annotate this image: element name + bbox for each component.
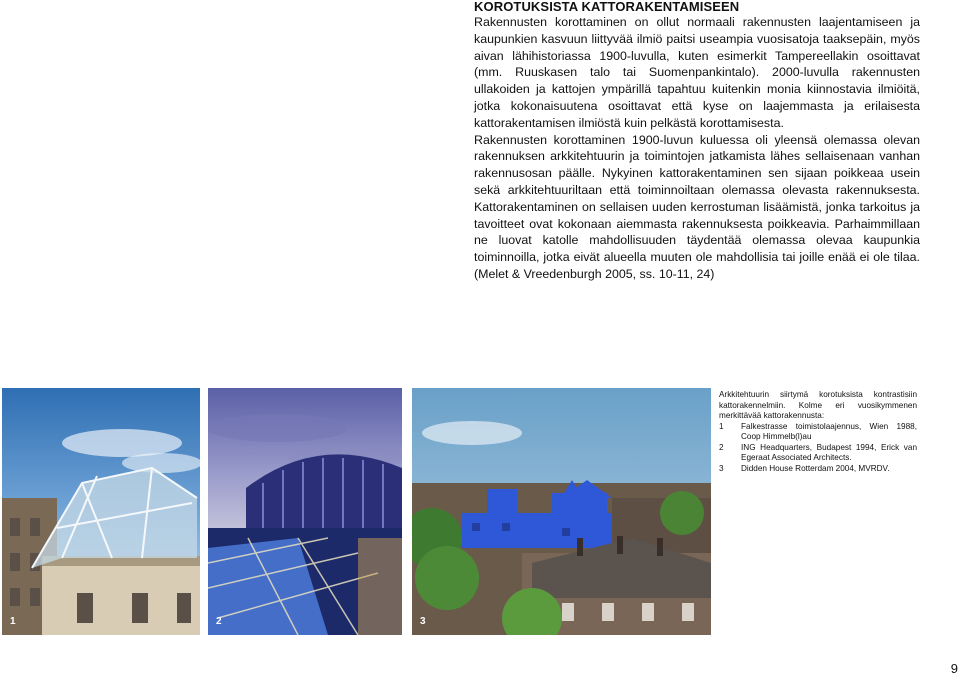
photo-falkestrasse-image (2, 388, 200, 635)
caption-item-text: Falkestrasse toimistolaajennus, Wien 1988, Coop Himmelb(l)au (741, 421, 917, 441)
photo-ing-headquarters (208, 388, 402, 635)
caption-item-number: 2 (719, 442, 724, 452)
caption-item-number: 3 (719, 463, 724, 473)
photo-didden-image (412, 388, 711, 635)
caption-intro: Arkkitehtuurin siirtymä korotuksista kontrastisiin kattorakennelmiin. Kolme eri vuosikymmenen merkittävää kattorakennusta: (719, 390, 917, 420)
caption-item (719, 422, 917, 443)
photo-ing-image (208, 388, 402, 635)
photo-didden-house (412, 388, 711, 635)
caption-item-number: 1 (719, 421, 724, 431)
photo-number-3: 3 (420, 616, 426, 627)
photo-number-2: 2 (216, 616, 222, 627)
photo-number-1: 1 (10, 616, 16, 627)
caption-item-text: Didden House Rotterdam 2004, MVRDV. (741, 463, 890, 473)
caption-item (719, 443, 917, 464)
caption-item-text: ING Headquarters, Budapest 1994, Erick van Egeraat Associated Architects. (741, 442, 917, 462)
photo-falkestrasse (2, 388, 200, 635)
page-number: 9 (950, 661, 958, 676)
photo-caption (719, 390, 917, 474)
caption-item (719, 464, 917, 475)
paragraph-1: Rakennusten korottaminen on ollut normaali rakennusten laajentamiseen ja kaupunkien kasvuun liittyvää ilmiö paitsi useampia vuosisatoja taaksepäin, myös aivan lähihistoriassa 1900-luvulla, kuten esimerkit Tampereellakin osoittavat (mm. Ruuskasen talo tai Suomenpankintalo). 2000-luvulla rakennusten ullakoiden ja kattojen ympärillä tapahtuu kuitenkin monia kiinnostavia ilmiöitä, jotka kokonaisuutena osoittavat että kyse on laajemmasta ja erilaisesta kattorakentamisen ilmiöstä kuin pelkästä korottamisesta. (474, 15, 920, 130)
section-heading: KOROTUKSISTA KATTORAKENTAMISEEN (474, 0, 740, 14)
paragraph-2: Rakennusten korottaminen 1900-luvun kuluessa oli yleensä olemassa olevan rakennuksen arkkitehtuurin ja toimintojen jatkamista lähes sellaisenaan vanhan rakennusosan päälle. Nykyinen kattorakentaminen sen sijaan poikkeaa usein sekä arkkitehtuuriltaan että toiminnoiltaan olemassa olevasta rakennuksesta. Kattorakentaminen on sellaisen uuden kerrostuman lisäämistä, jonka tarkoitus ja tavoitteet ovat kokonaan aiemmasta rakennuksesta poikkeavia. Parhaimmillaan ne luovat katolle mahdollisuuden täydentää olemassa olevaa kaupunkia toiminnoilla, jotka eivät alueella muuten ole mahdollisia tai joille enää ei ole tilaa. (Melet & Vreedenburgh 2005, ss. 10-11, 24) (474, 132, 920, 281)
caption-list (719, 422, 917, 475)
article-text (474, 0, 920, 283)
